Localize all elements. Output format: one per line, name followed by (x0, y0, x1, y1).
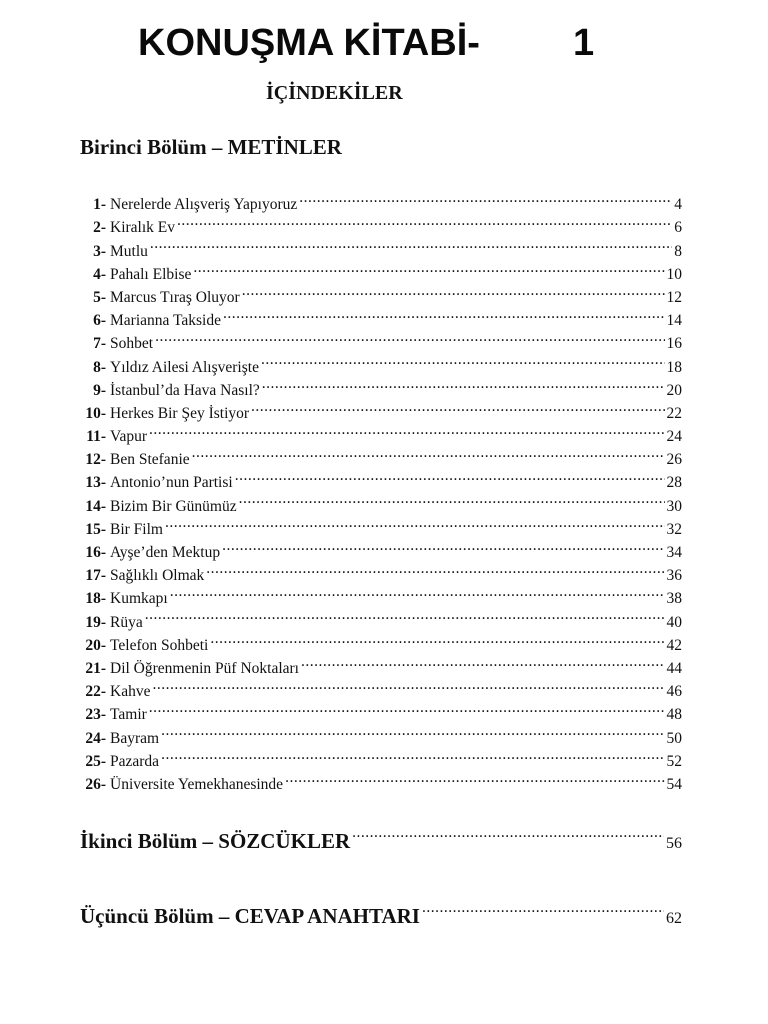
toc-entry-title: Rüya (110, 613, 143, 631)
toc-entry-page: 28 (666, 474, 682, 492)
dot-leader (206, 557, 664, 580)
toc-entry-number: 15- (85, 520, 106, 538)
section-3-page: 62 (666, 910, 682, 927)
section-3-entry[interactable] (80, 893, 682, 928)
toc-entry-number: 5- (93, 288, 106, 306)
toc-entry-title: Mutlu (110, 242, 148, 260)
toc-entry-title: Bayram (110, 729, 160, 747)
toc-entry[interactable] (80, 534, 682, 561)
dot-leader (242, 279, 665, 302)
toc-entry-page: 22 (666, 404, 682, 422)
toc-entry[interactable] (80, 627, 682, 654)
toc-entry-number: 9- (93, 381, 106, 399)
toc-entry-number: 26- (85, 775, 106, 793)
book-volume-number: 1 (573, 22, 595, 64)
toc-entry-number: 1- (93, 196, 106, 214)
toc-entry-number: 16- (85, 544, 106, 561)
toc-entry-page: 10 (666, 265, 682, 283)
toc-entry-page: 48 (666, 706, 682, 724)
toc-entry-page: 30 (666, 497, 682, 515)
toc-entry-number: 23- (85, 706, 106, 724)
toc-entry-title: Dil Öğrenmenin Püf Noktaları (110, 659, 299, 677)
toc-entry-title: Marcus Tıraş Oluyor (110, 288, 240, 306)
toc-entry-page: 4 (674, 196, 682, 214)
toc-entry-number: 24- (85, 729, 106, 747)
section-3-title: Üçüncü Bölüm – CEVAP ANAHTARI (80, 904, 420, 928)
toc-entry[interactable] (80, 232, 682, 260)
dot-leader (155, 325, 664, 348)
dot-leader (192, 441, 665, 464)
dot-leader (145, 603, 665, 626)
toc-entry-title: Tamir (110, 706, 147, 724)
toc-entry-page: 40 (666, 613, 682, 631)
toc-entry[interactable] (80, 766, 682, 793)
toc-entry-number: 12- (85, 451, 106, 469)
section-2-page: 56 (666, 835, 682, 852)
toc-entry-title: Herkes Bir Şey İstiyor (110, 404, 250, 422)
toc-entry-title: Ayşe’den Mektup (110, 544, 221, 561)
dot-leader (161, 743, 664, 766)
book-title-text: KONUŞMA KİTABİ- (138, 22, 480, 64)
toc-entry-title: Bizim Bir Günümüz (110, 497, 237, 515)
toc-entry-number: 8- (93, 358, 106, 376)
book-title (0, 18, 768, 68)
dot-leader (222, 534, 664, 557)
section-2-title: İkinci Bölüm – SÖZCÜKLER (80, 829, 351, 853)
toc-entry[interactable] (80, 348, 682, 376)
toc-entry-page: 38 (666, 590, 682, 608)
toc-entry-page: 18 (666, 358, 682, 376)
section-2-entry[interactable] (80, 818, 682, 853)
toc-entry-number: 4- (93, 265, 106, 283)
toc-entry-number: 10- (85, 404, 106, 422)
dot-leader (177, 209, 672, 232)
toc-entry-page: 46 (666, 683, 682, 701)
toc-entry-number: 21- (85, 659, 106, 677)
toc-entry-title: Üniversite Yemekhanesinde (110, 775, 284, 793)
dot-leader (161, 719, 664, 742)
dot-leader (223, 302, 665, 325)
toc-entry-page: 20 (666, 381, 682, 399)
toc-entry-page: 50 (666, 729, 682, 747)
toc-entry[interactable] (80, 256, 682, 283)
toc-entry-title: Ben Stefanie (110, 451, 190, 469)
toc-entry-title: Kumkapı (110, 590, 168, 608)
dot-leader (210, 627, 664, 650)
toc-entry-number: 6- (93, 312, 106, 330)
toc-entry-title: Pazarda (110, 752, 160, 770)
toc-entry-page: 36 (666, 567, 682, 585)
toc-entry-title: Bir Film (110, 520, 163, 538)
toc-entry-page: 16 (666, 335, 682, 353)
section-1-title: Birinci Bölüm – METİNLER (80, 135, 342, 159)
dot-leader (299, 186, 672, 209)
toc-heading: İÇİNDEKİLER (266, 82, 403, 104)
toc-entry-number: 7- (93, 335, 106, 353)
toc-entry-number: 22- (85, 683, 106, 701)
toc-entry-number: 20- (85, 636, 106, 654)
dot-leader (152, 673, 664, 696)
toc-entry-page: 8 (674, 242, 682, 260)
dot-leader (170, 580, 665, 603)
toc-entry-number: 2- (93, 219, 106, 237)
dot-leader (301, 650, 665, 673)
toc-entry[interactable] (80, 186, 682, 214)
toc-entry-page: 6 (674, 219, 682, 237)
toc-entry-page: 42 (666, 636, 682, 654)
dot-leader (261, 348, 665, 371)
dot-leader (352, 818, 664, 848)
toc-entry-title: Nerelerde Alışveriş Yapıyoruz (110, 196, 298, 214)
toc-entry-page: 34 (666, 544, 682, 561)
toc-entry-page: 54 (666, 775, 682, 793)
toc-entry-number: 13- (85, 474, 106, 492)
toc-entry-title: Sohbet (110, 335, 154, 353)
toc-list (80, 186, 682, 793)
toc-entry-number: 14- (85, 497, 106, 515)
dot-leader (149, 696, 665, 719)
toc-entry-title: Pahalı Elbise (110, 265, 192, 283)
toc-entry-title: Sağlıklı Olmak (110, 567, 205, 585)
dot-leader (149, 418, 664, 441)
toc-entry-title: Telefon Sohbeti (110, 636, 209, 654)
dot-leader (235, 464, 665, 487)
toc-entry[interactable] (80, 511, 682, 538)
toc-entry[interactable] (80, 719, 682, 747)
toc-entry-page: 32 (666, 520, 682, 538)
toc-entry-title: Vapur (110, 428, 148, 446)
toc-entry-title: Kiralık Ev (110, 219, 175, 237)
toc-entry-page: 52 (666, 752, 682, 770)
toc-entry-page: 14 (666, 312, 682, 330)
toc-entry-number: 25- (85, 752, 106, 770)
dot-leader (251, 395, 664, 418)
toc-entry-number: 17- (85, 567, 106, 585)
toc-entry-page: 26 (666, 451, 682, 469)
toc-entry-title: Yıldız Ailesi Alışverişte (110, 358, 259, 376)
toc-entry-title: Antonio’nun Partisi (110, 474, 233, 492)
toc-entry[interactable] (80, 603, 682, 631)
toc-entry-number: 19- (85, 613, 106, 631)
toc-entry-title: İstanbul’da Hava Nasıl? (110, 381, 260, 399)
toc-entry-number: 11- (86, 428, 106, 446)
toc-entry-page: 44 (666, 659, 682, 677)
toc-entry-page: 24 (666, 428, 682, 446)
toc-entry-page: 12 (666, 288, 682, 306)
toc-entry[interactable] (80, 743, 682, 770)
dot-leader (262, 372, 665, 395)
toc-entry-title: Marianna Takside (110, 312, 221, 330)
toc-entry[interactable] (80, 580, 682, 608)
toc-entry[interactable] (80, 325, 682, 353)
toc-entry[interactable] (80, 441, 682, 469)
toc-entry-number: 18- (85, 590, 106, 608)
toc-entry[interactable] (80, 418, 682, 446)
dot-leader (239, 487, 665, 510)
dot-leader (165, 511, 665, 534)
toc-entry-title: Kahve (110, 683, 151, 701)
dot-leader (285, 766, 664, 789)
toc-entry[interactable] (80, 673, 682, 701)
dot-leader (150, 232, 672, 255)
dot-leader (193, 256, 664, 279)
toc-entry[interactable] (80, 696, 682, 724)
toc-entry-number: 3- (93, 242, 106, 260)
dot-leader (422, 893, 664, 923)
